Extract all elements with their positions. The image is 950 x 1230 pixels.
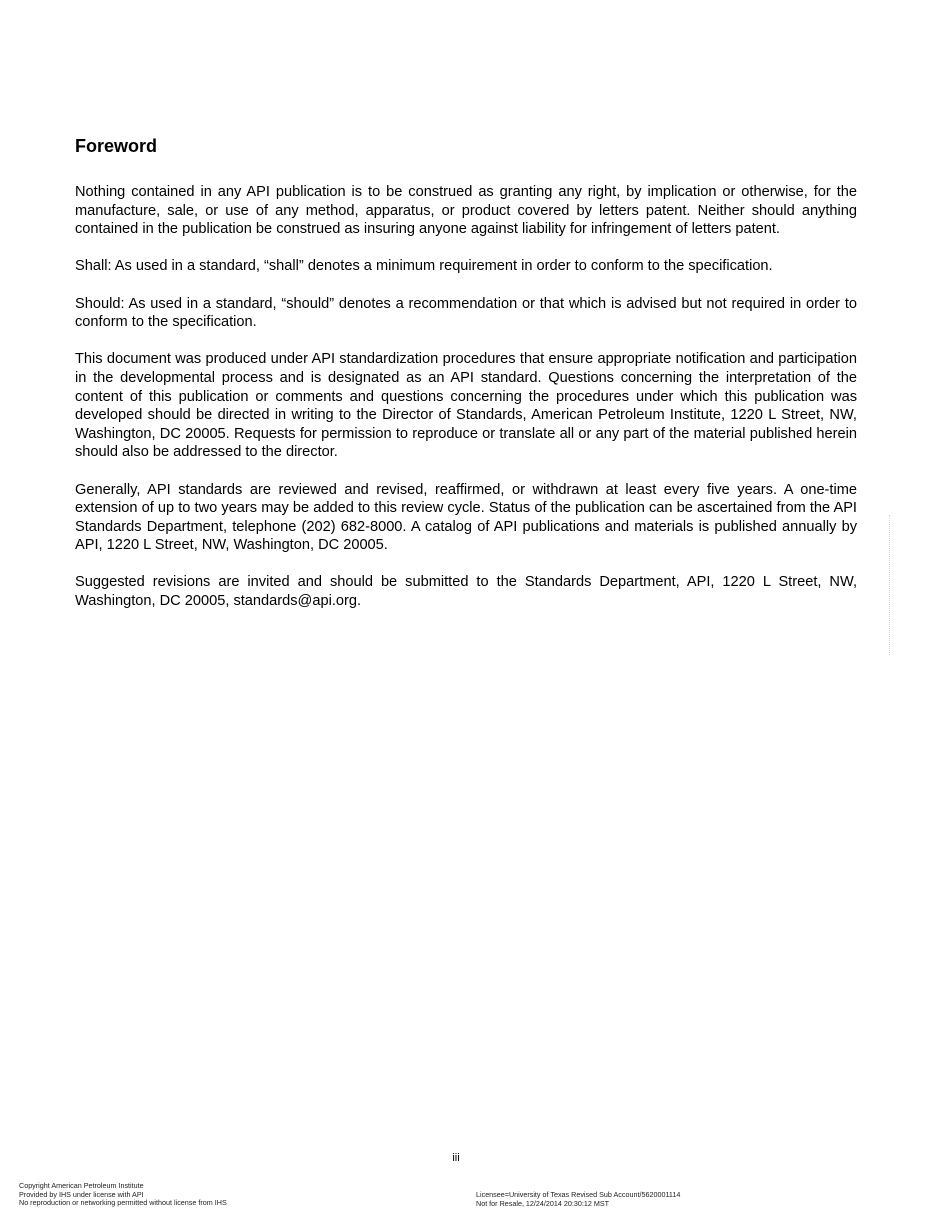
footer-line: Provided by IHS under license with API <box>19 1189 144 1199</box>
edge-watermark-marks <box>889 515 892 655</box>
paragraph-standardization-procedures: This document was produced under API standardization procedures that ensure appropriate notification and participation in the developmental process and is designated as an API standard. Questions concerning the interpretation of the content of this publication or comments and questions concerning the procedures under which this publication was developed should be directed in writing to the Director of Standards, American Petroleum Institute, 1220 L Street, NW, Washington, DC 20005. Requests for permission to reproduce or translate all or any part of the material published herein should also be addressed to the director. <box>75 351 857 461</box>
paragraph-should-definition: Should: As used in a standard, “should” denotes a recommendation or that which is advised but not required in order to conform to the specification. <box>75 295 857 331</box>
paragraph-shall-definition: Shall: As used in a standard, “shall” denotes a minimum requirement in order to conform to the specification. <box>75 258 773 275</box>
foreword-section <box>75 134 857 629</box>
footer-line: No reproduction or networking permitted without license from IHS <box>19 1198 227 1208</box>
footer-line: Copyright American Petroleum Institute <box>19 1181 144 1190</box>
page-number: iii <box>452 1152 460 1164</box>
paragraph-patent-disclaimer: Nothing contained in any API publication is to be construed as granting any right, by implication or otherwise, for the manufacture, sale, or use of any method, apparatus, or product covered by letters patent. Neither should anything contained in the publication be construed as insuring anyone against liability for infringement of letters patent. <box>75 184 857 238</box>
footer-line: Licensee=University of Texas Revised Sub Account/5620001114 <box>476 1190 681 1199</box>
footer-license-block <box>476 1191 680 1208</box>
footer-copyright-block <box>19 1182 227 1208</box>
page-title: Foreword <box>75 136 158 156</box>
paragraph-review-cycle: Generally, API standards are reviewed and revised, reaffirmed, or withdrawn at least every five years. A one-time extension of up to two years may be added to this review cycle. Status of the publication can be ascertained from the API Standards Department, telephone (202) 682-8000. A catalog of API publications and materials is published annually by API, 1220 L Street, NW, Washington, DC 20005. <box>75 481 857 554</box>
footer-line: Not for Resale, 12/24/2014 20:30:12 MST <box>476 1198 610 1208</box>
paragraph-suggested-revisions: Suggested revisions are invited and should be submitted to the Standards Department, API, 1220 L Street, NW, Washington, DC 20005, standards@api.org. <box>75 574 857 610</box>
